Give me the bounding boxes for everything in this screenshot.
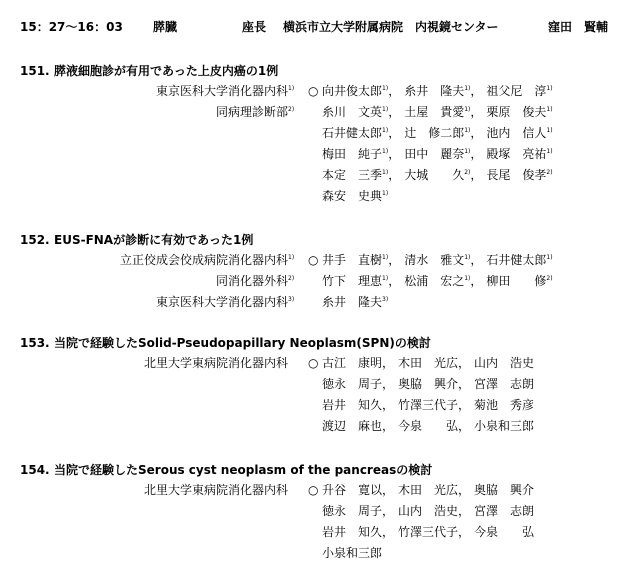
author-row xyxy=(20,187,620,208)
author-affiliation-mark: 1) xyxy=(382,190,389,197)
abstract-section xyxy=(20,334,620,438)
institution: 東京医科大学 xyxy=(155,295,228,309)
author-name: 殿塚 亮祐$^{1)}$ xyxy=(486,147,553,161)
author-row xyxy=(20,251,620,272)
author-name: 田中 麗奈$^{1)}$， xyxy=(404,147,483,161)
author-name: 糸井 隆夫$^{3)}$ xyxy=(322,295,389,309)
author-name: 辻 修二郎$^{1)}$， xyxy=(404,126,483,140)
author-name: 山内 浩史 xyxy=(474,356,535,370)
author-names xyxy=(308,145,557,162)
chair-name: 窪田 賢輔 xyxy=(548,20,609,34)
abstract-number: 154. xyxy=(20,463,50,477)
author-names xyxy=(308,82,557,99)
author-name: 今泉 弘 xyxy=(474,525,535,539)
author-name: 奥脇 興介， xyxy=(398,377,471,391)
author-name: 栗原 俊夫$^{1)}$ xyxy=(486,105,553,119)
author-row xyxy=(20,544,620,565)
department: 消化器外科$^{2)}$ xyxy=(228,274,295,288)
author-affiliation-mark: 1) xyxy=(382,127,389,134)
author-name: 徳永 周子， xyxy=(322,504,395,518)
author-names xyxy=(308,523,538,540)
department: 病理診断部$^{2)}$ xyxy=(228,105,295,119)
author-name: 小泉和三郎 xyxy=(322,546,383,560)
author-name: 竹澤三代子， xyxy=(398,398,471,412)
author-name: 菊池 秀彦 xyxy=(474,398,535,412)
author-names xyxy=(308,187,392,204)
author-name: 今泉 弘， xyxy=(398,419,471,433)
chair-affiliation: 横浜市立大学附属病院 内視鏡センター xyxy=(283,20,499,34)
author-row xyxy=(20,481,620,502)
abstract-title-text: EUS-FNAが診断に有効であった1例 xyxy=(54,233,254,247)
author-name: 本定 三季$^{1)}$， xyxy=(322,168,401,182)
abstract-title xyxy=(20,334,620,354)
session-time: 15：27〜16：03 xyxy=(20,20,123,34)
author-names xyxy=(308,354,538,371)
department-affiliation-mark: 3) xyxy=(288,296,295,303)
author-name: 木田 光広， xyxy=(398,483,471,497)
author-affiliation-mark: 2) xyxy=(546,169,553,176)
author-affiliation-mark: 2) xyxy=(464,169,471,176)
author-name: 宮澤 志朗 xyxy=(474,377,535,391)
author-affiliation-mark: 1) xyxy=(382,254,389,261)
abstract-title xyxy=(20,62,620,82)
author-name: 糸井 隆夫$^{1)}$， xyxy=(404,84,483,98)
author-name: 岩井 知久， xyxy=(322,525,395,539)
author-row xyxy=(20,417,620,438)
author-row xyxy=(20,396,620,417)
author-name: 土屋 貴愛$^{1)}$， xyxy=(404,105,483,119)
abstract-title-text: 当院で経験したSerous cyst neoplasm of the pancreasの検討 xyxy=(54,463,433,477)
author-names xyxy=(308,124,557,141)
author-name: 松浦 宏之$^{1)}$， xyxy=(404,274,483,288)
author-affiliation-mark: 1) xyxy=(546,106,553,113)
institution: 同 xyxy=(215,105,228,119)
author-name: 小泉和三郎 xyxy=(474,419,535,433)
department: 消化器内科 xyxy=(228,483,289,497)
author-affiliation-mark: 1) xyxy=(464,148,471,155)
abstract-title-text: 当院で経験したSolid-Pseudopapillary Neoplasm(SPN)の検討 xyxy=(54,336,431,350)
author-affiliation-mark: 1) xyxy=(382,85,389,92)
author-row xyxy=(20,272,620,293)
author-row xyxy=(20,82,620,103)
author-names xyxy=(308,396,538,413)
department: 消化器内科 xyxy=(228,356,289,370)
abstract-title-text: 膵液細胞診が有用であった上皮内癌の1例 xyxy=(54,64,279,78)
author-affiliation-mark: 1) xyxy=(546,148,553,155)
author-row xyxy=(20,354,620,375)
session-header xyxy=(20,18,620,36)
institution: 東京医科大学 xyxy=(155,84,228,98)
author-name: 宮澤 志朗 xyxy=(474,504,535,518)
author-affiliation-mark: 1) xyxy=(382,275,389,282)
abstract-number: 151. xyxy=(20,64,50,78)
author-name: 石井健太郎$^{1)}$， xyxy=(322,126,401,140)
institution: 北里大学東病院 xyxy=(143,356,228,370)
author-names xyxy=(308,481,538,498)
author-name: 奥脇 興介 xyxy=(474,483,535,497)
author-name: 糸川 文英$^{1)}$， xyxy=(322,105,401,119)
author-name: 竹澤三代子， xyxy=(398,525,471,539)
department-affiliation-mark: 2) xyxy=(288,275,295,282)
author-row xyxy=(20,293,620,314)
author-name: 井手 直樹$^{1)}$， xyxy=(322,253,401,267)
author-names xyxy=(308,375,538,392)
presenter-mark: ○ xyxy=(308,483,319,497)
author-affiliation-mark: 1) xyxy=(464,275,471,282)
author-row xyxy=(20,124,620,145)
author-row xyxy=(20,166,620,187)
presenter-mark: ○ xyxy=(308,84,319,98)
author-name: 梅田 純子$^{1)}$， xyxy=(322,147,401,161)
author-affiliation-mark: 1) xyxy=(546,85,553,92)
presenter-mark: ○ xyxy=(308,253,319,267)
author-name: 渡辺 麻也， xyxy=(322,419,395,433)
author-names xyxy=(308,417,538,434)
author-names xyxy=(308,251,557,268)
author-name: 木田 光広， xyxy=(398,356,471,370)
author-row xyxy=(20,375,620,396)
author-affiliation-mark: 1) xyxy=(382,106,389,113)
author-name: 竹下 理恵$^{1)}$， xyxy=(322,274,401,288)
department: 消化器内科$^{3)}$ xyxy=(228,295,295,309)
author-name: 柳田 修$^{2)}$ xyxy=(486,274,553,288)
abstract-section xyxy=(20,461,620,565)
author-name: 池内 信人$^{1)}$ xyxy=(486,126,553,140)
department-affiliation-mark: 2) xyxy=(288,106,295,113)
author-name: 升谷 寛以， xyxy=(322,483,395,497)
author-affiliation-mark: 2) xyxy=(546,275,553,282)
abstract-title xyxy=(20,231,620,251)
author-name: 徳永 周子， xyxy=(322,377,395,391)
author-name: 大城 久$^{2)}$， xyxy=(404,168,483,182)
author-names xyxy=(308,293,392,310)
department-affiliation-mark: 1) xyxy=(288,254,295,261)
author-affiliation-mark: 1) xyxy=(546,254,553,261)
author-name: 石井健太郎$^{1)}$ xyxy=(486,253,553,267)
department: 消化器内科$^{1)}$ xyxy=(228,253,295,267)
author-affiliation-mark: 1) xyxy=(382,148,389,155)
author-row xyxy=(20,523,620,544)
session-organ: 膵臓 xyxy=(153,20,178,34)
abstract-number: 153. xyxy=(20,336,50,350)
author-names xyxy=(308,166,557,183)
department-affiliation-mark: 1) xyxy=(288,85,295,92)
author-name: 森安 史典$^{1)}$ xyxy=(322,189,389,203)
author-names xyxy=(308,103,557,120)
author-name: 向井俊太郎$^{1)}$， xyxy=(322,84,401,98)
institution: 同 xyxy=(215,274,228,288)
author-name: 山内 浩史， xyxy=(398,504,471,518)
author-affiliation-mark: 1) xyxy=(464,127,471,134)
institution: 北里大学東病院 xyxy=(143,483,228,497)
institution: 立正佼成会佼成病院 xyxy=(119,253,228,267)
presenter-mark: ○ xyxy=(308,356,319,370)
author-affiliation-mark: 3) xyxy=(382,296,389,303)
author-affiliation-mark: 1) xyxy=(464,106,471,113)
author-names xyxy=(308,272,557,289)
author-name: 岩井 知久， xyxy=(322,398,395,412)
author-affiliation-mark: 1) xyxy=(464,254,471,261)
author-affiliation-mark: 1) xyxy=(464,85,471,92)
author-names xyxy=(308,544,386,561)
author-name: 古江 康明， xyxy=(322,356,395,370)
abstract-number: 152. xyxy=(20,233,50,247)
author-row xyxy=(20,145,620,166)
abstract-section xyxy=(20,62,620,208)
chair-role: 座長 xyxy=(242,20,267,34)
author-names xyxy=(308,502,538,519)
abstract-title xyxy=(20,461,620,481)
author-affiliation-mark: 1) xyxy=(382,169,389,176)
author-row xyxy=(20,103,620,124)
author-affiliation-mark: 1) xyxy=(546,127,553,134)
abstract-section xyxy=(20,231,620,314)
author-name: 長尾 俊孝$^{2)}$ xyxy=(486,168,553,182)
author-row xyxy=(20,502,620,523)
author-name: 祖父尼 淳$^{1)}$ xyxy=(486,84,553,98)
department: 消化器内科$^{1)}$ xyxy=(228,84,295,98)
author-name: 清水 雅文$^{1)}$， xyxy=(404,253,483,267)
